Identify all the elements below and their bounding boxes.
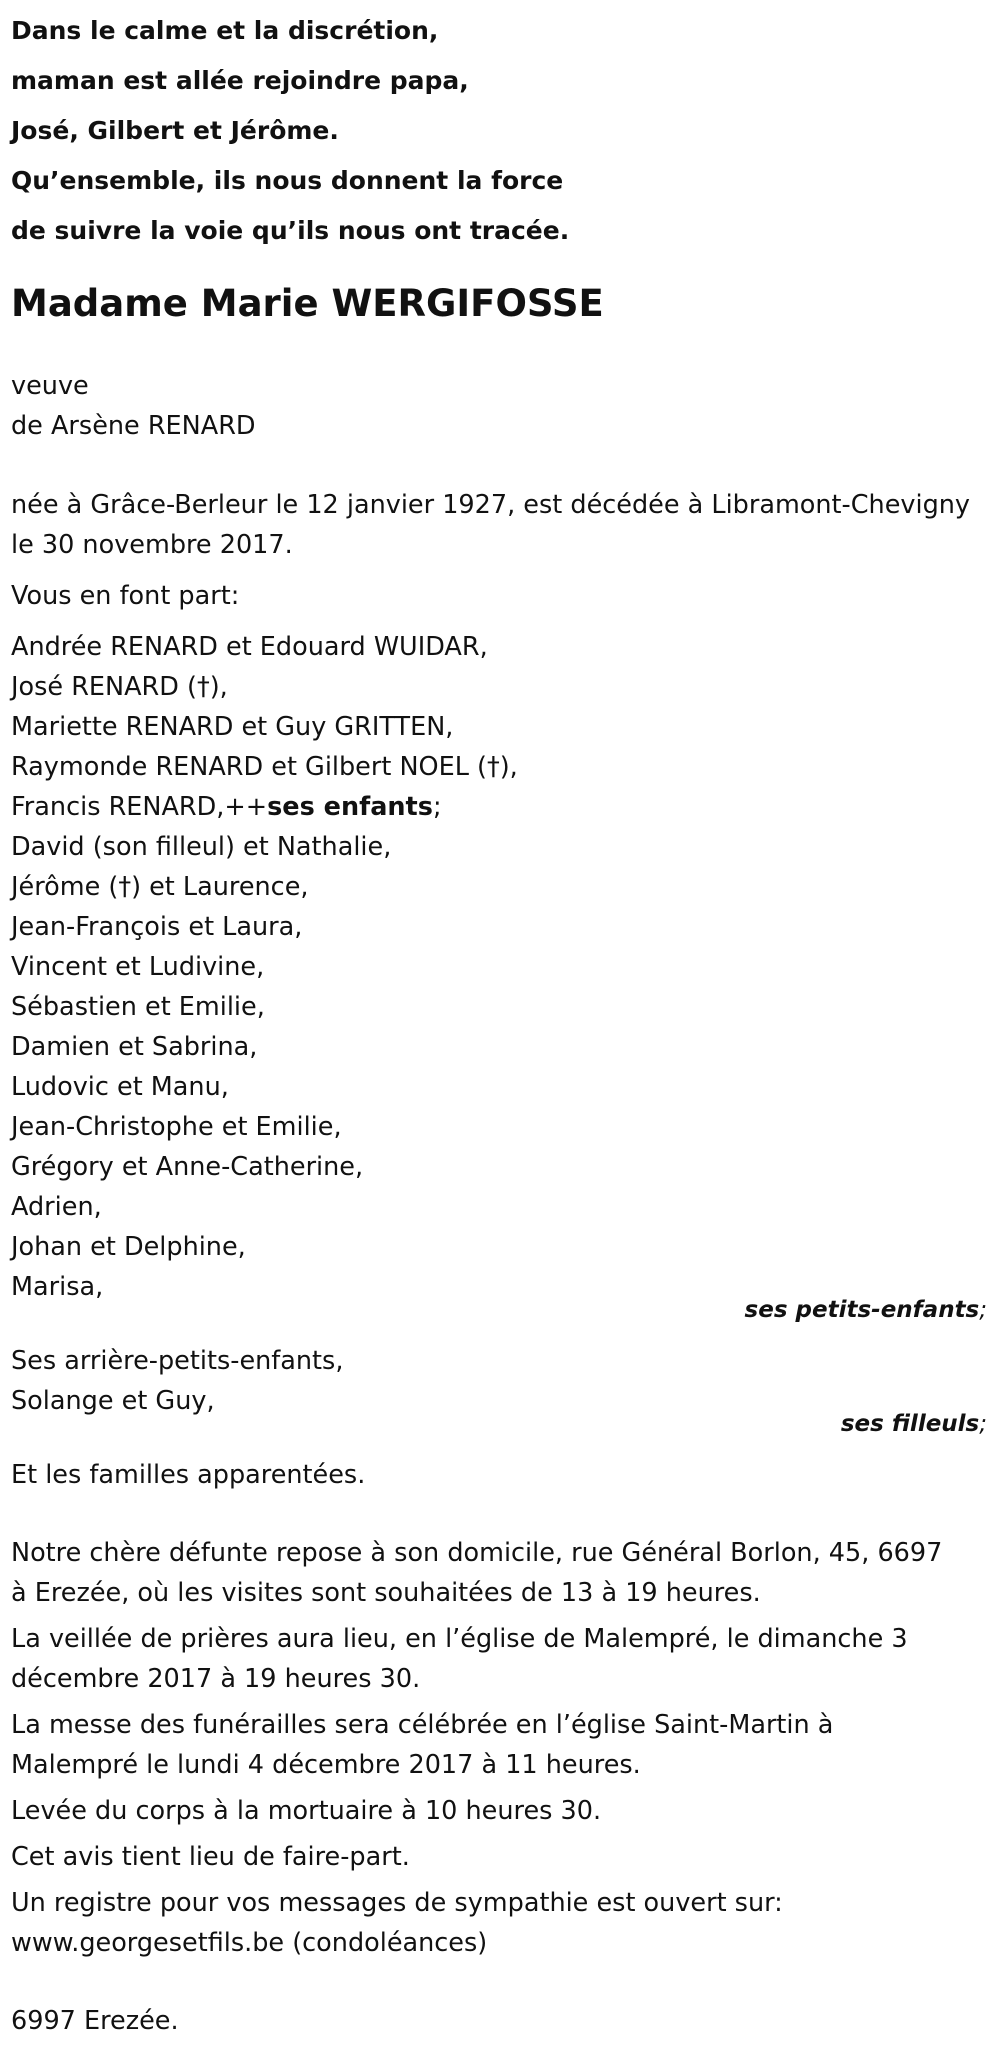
announce-text: Vous en font part: (11, 581, 240, 611)
families-text: Et les familles apparentées. (11, 1460, 366, 1490)
vigil-block (11, 1619, 989, 1699)
family-line: Marisa, (11, 1272, 104, 1302)
registry-line: www.georgesetfils.be (condoléances) (11, 1928, 488, 1958)
children-block (11, 627, 989, 827)
godchildren-label-text: ses filleuls (840, 1411, 980, 1437)
label-suffix: ; (979, 1297, 987, 1323)
rest-block (11, 1533, 989, 1613)
mass-line: La messe des funérailles sera célébrée en l’église Saint-Martin à (11, 1710, 834, 1740)
widow-block (11, 366, 989, 446)
birth-death-line: née à Grâce-Berleur le 12 janvier 1927, est décédée à Libramont-Chevigny (11, 490, 971, 520)
family-line-text: Francis RENARD,++ (11, 792, 268, 822)
poem-line: maman est allée rejoindre papa, (11, 66, 469, 95)
family-line: Sébastien et Emilie, (11, 992, 265, 1022)
grandchildren-label-text: ses petits-enfants (744, 1297, 980, 1323)
family-line: Jean-François et Laura, (11, 912, 303, 942)
registry-block (11, 1883, 989, 1963)
label-suffix: ; (979, 1411, 987, 1437)
family-line: Ses arrière-petits-enfants, (11, 1346, 344, 1376)
birth-death-line: le 30 novembre 2017. (11, 530, 293, 560)
family-line: Raymonde RENARD et Gilbert NOEL (†), (11, 752, 518, 782)
widow-line: de Arsène RENARD (11, 411, 256, 441)
family-line: Damien et Sabrina, (11, 1032, 258, 1062)
poem-line: de suivre la voie qu’ils nous ont tracée. (11, 216, 570, 245)
poem-line: José, Gilbert et Jérôme. (11, 116, 339, 145)
rest-line: à Erezée, où les visites sont souhaitées de 13 à 19 heures. (11, 1578, 761, 1608)
deceased-name: Madame Marie WERGIFOSSE (11, 282, 604, 325)
birth-death-block (11, 485, 989, 565)
rest-line: Notre chère défunte repose à son domicile, rue Général Borlon, 45, 6697 (11, 1538, 943, 1568)
levee-text: Levée du corps à la mortuaire à 10 heures 30. (11, 1796, 602, 1826)
widow-line: veuve (11, 371, 89, 401)
children-label: ses enfants (267, 792, 433, 822)
family-line: Adrien, (11, 1192, 102, 1222)
mass-line: Malempré le lundi 4 décembre 2017 à 11 heures. (11, 1750, 641, 1780)
family-line: Johan et Delphine, (11, 1232, 246, 1262)
family-line (11, 787, 989, 827)
family-line: Mariette RENARD et Guy GRITTEN, (11, 712, 454, 742)
notice-text: Cet avis tient lieu de faire-part. (11, 1842, 410, 1872)
grandchildren-block (11, 827, 989, 1323)
family-line: Grégory et Anne-Catherine, (11, 1152, 364, 1182)
godchildren-block (11, 1341, 989, 1437)
poem-line: Qu’ensemble, ils nous donnent la force (11, 166, 564, 195)
poem-line: Dans le calme et la discrétion, (11, 16, 439, 45)
vigil-line: La veillée de prières aura lieu, en l’église de Malempré, le dimanche 3 (11, 1624, 908, 1654)
grandchildren-label (11, 1297, 989, 1323)
family-line: Vincent et Ludivine, (11, 952, 265, 982)
label-suffix: ; (432, 792, 442, 822)
family-line: David (son filleul) et Nathalie, (11, 832, 392, 862)
family-line: Solange et Guy, (11, 1386, 215, 1416)
poem (11, 0, 989, 256)
family-line: Jérôme (†) et Laurence, (11, 872, 309, 902)
family-line: Ludovic et Manu, (11, 1072, 229, 1102)
mass-block (11, 1705, 989, 1785)
vigil-line: décembre 2017 à 19 heures 30. (11, 1664, 421, 1694)
address-text: 6997 Erezée. (11, 2006, 179, 2036)
family-line: Andrée RENARD et Edouard WUIDAR, (11, 632, 488, 662)
family-line: José RENARD (†), (11, 672, 228, 702)
registry-line: Un registre pour vos messages de sympathie est ouvert sur: (11, 1888, 783, 1918)
family-line: Jean-Christophe et Emilie, (11, 1112, 342, 1142)
